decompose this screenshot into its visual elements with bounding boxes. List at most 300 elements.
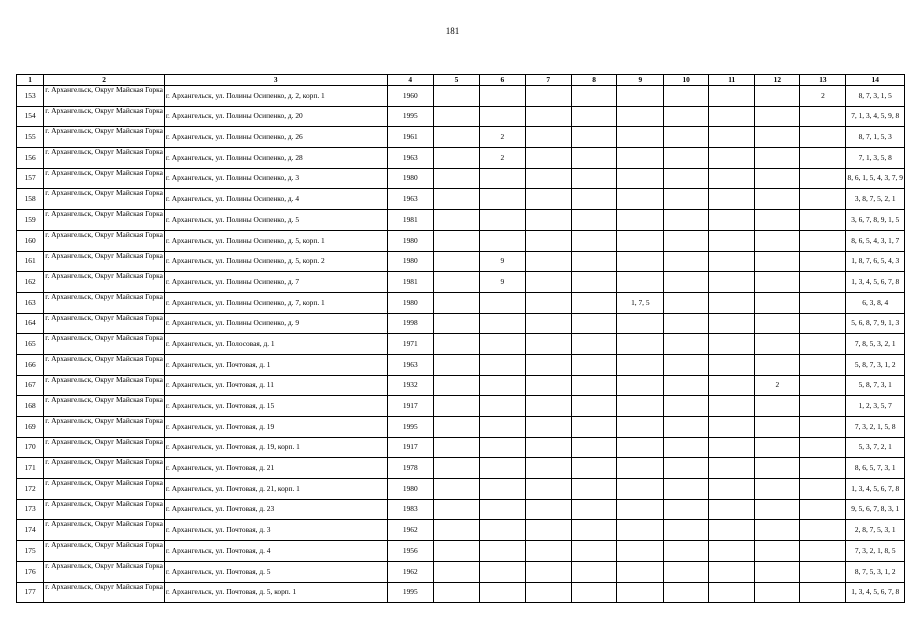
column-header: 11 xyxy=(709,75,755,86)
year-cell: 1980 xyxy=(387,251,433,272)
value-cell-13 xyxy=(800,106,846,127)
table-row xyxy=(17,396,905,417)
address-cell: г. Архангельск, ул. Полины Осипенко, д. 5, корп. 1 xyxy=(164,230,387,251)
district-cell: г. Архангельск, Округ Майская Горка xyxy=(44,541,165,562)
value-cell-14: 1, 2, 3, 5, 7 xyxy=(846,396,905,417)
value-cell-8 xyxy=(571,272,617,293)
table-row xyxy=(17,230,905,251)
district-cell: г. Архангельск, Округ Майская Горка xyxy=(44,582,165,603)
value-cell-12 xyxy=(755,313,800,334)
value-cell-11 xyxy=(709,189,755,210)
address-cell: г. Архангельск, ул. Полины Осипенко, д. 7, корп. 1 xyxy=(164,292,387,313)
value-cell-9 xyxy=(617,148,664,169)
value-cell-11 xyxy=(709,458,755,479)
value-cell-14: 1, 3, 4, 5, 6, 7, 8 xyxy=(846,582,905,603)
value-cell-8 xyxy=(571,210,617,231)
district-cell: г. Архангельск, Округ Майская Горка xyxy=(44,375,165,396)
row-number-cell: 164 xyxy=(17,313,44,334)
value-cell-5 xyxy=(433,582,479,603)
value-cell-14: 2, 8, 7, 5, 3, 1 xyxy=(846,520,905,541)
value-cell-13 xyxy=(800,375,846,396)
column-header: 13 xyxy=(800,75,846,86)
row-number-cell: 171 xyxy=(17,458,44,479)
value-cell-5 xyxy=(433,479,479,500)
value-cell-5 xyxy=(433,458,479,479)
value-cell-11 xyxy=(709,292,755,313)
value-cell-7 xyxy=(525,479,571,500)
district-cell: г. Архангельск, Округ Майская Горка xyxy=(44,168,165,189)
value-cell-5 xyxy=(433,499,479,520)
value-cell-12 xyxy=(755,148,800,169)
address-cell: г. Архангельск, ул. Почтовая, д. 21 xyxy=(164,458,387,479)
value-cell-7 xyxy=(525,375,571,396)
address-cell: г. Архангельск, ул. Почтовая, д. 23 xyxy=(164,499,387,520)
value-cell-14: 8, 6, 1, 5, 4, 3, 7, 9 xyxy=(846,168,905,189)
district-cell: г. Архангельск, Округ Майская Горка xyxy=(44,210,165,231)
value-cell-14: 8, 7, 5, 3, 1, 2 xyxy=(846,561,905,582)
district-cell: г. Архангельск, Округ Майская Горка xyxy=(44,106,165,127)
year-cell: 1960 xyxy=(387,86,433,107)
value-cell-13 xyxy=(800,334,846,355)
column-header: 14 xyxy=(846,75,905,86)
value-cell-11 xyxy=(709,499,755,520)
value-cell-11 xyxy=(709,479,755,500)
value-cell-7 xyxy=(525,520,571,541)
value-cell-5 xyxy=(433,561,479,582)
column-header: 7 xyxy=(525,75,571,86)
value-cell-9 xyxy=(617,375,664,396)
address-cell: г. Архангельск, ул. Почтовая, д. 3 xyxy=(164,520,387,541)
value-cell-7 xyxy=(525,251,571,272)
district-cell: г. Архангельск, Округ Майская Горка xyxy=(44,127,165,148)
value-cell-7 xyxy=(525,458,571,479)
value-cell-12 xyxy=(755,417,800,438)
value-cell-10 xyxy=(664,106,709,127)
year-cell: 1932 xyxy=(387,375,433,396)
value-cell-8 xyxy=(571,313,617,334)
table-row xyxy=(17,272,905,293)
value-cell-14: 1, 3, 4, 5, 6, 7, 8 xyxy=(846,272,905,293)
row-number-cell: 161 xyxy=(17,251,44,272)
value-cell-5 xyxy=(433,272,479,293)
value-cell-6: 9 xyxy=(479,272,525,293)
header-row xyxy=(17,75,905,86)
district-cell: г. Архангельск, Округ Майская Горка xyxy=(44,458,165,479)
value-cell-9 xyxy=(617,272,664,293)
value-cell-8 xyxy=(571,520,617,541)
year-cell: 1980 xyxy=(387,168,433,189)
table-row xyxy=(17,437,905,458)
value-cell-5 xyxy=(433,520,479,541)
value-cell-10 xyxy=(664,210,709,231)
value-cell-9 xyxy=(617,582,664,603)
value-cell-11 xyxy=(709,520,755,541)
value-cell-14: 7, 8, 5, 3, 2, 1 xyxy=(846,334,905,355)
row-number-cell: 153 xyxy=(17,86,44,107)
year-cell: 1963 xyxy=(387,354,433,375)
row-number-cell: 167 xyxy=(17,375,44,396)
value-cell-8 xyxy=(571,499,617,520)
value-cell-13 xyxy=(800,582,846,603)
value-cell-10 xyxy=(664,230,709,251)
value-cell-11 xyxy=(709,127,755,148)
value-cell-13 xyxy=(800,520,846,541)
value-cell-14: 3, 8, 7, 5, 2, 1 xyxy=(846,189,905,210)
value-cell-9 xyxy=(617,520,664,541)
value-cell-6 xyxy=(479,561,525,582)
value-cell-9 xyxy=(617,86,664,107)
value-cell-6 xyxy=(479,417,525,438)
year-cell: 1978 xyxy=(387,458,433,479)
value-cell-10 xyxy=(664,168,709,189)
value-cell-11 xyxy=(709,334,755,355)
table-row xyxy=(17,313,905,334)
table-row xyxy=(17,561,905,582)
row-number-cell: 162 xyxy=(17,272,44,293)
value-cell-6 xyxy=(479,189,525,210)
district-cell: г. Архангельск, Округ Майская Горка xyxy=(44,251,165,272)
table-row xyxy=(17,106,905,127)
value-cell-6: 2 xyxy=(479,148,525,169)
value-cell-12 xyxy=(755,230,800,251)
address-cell: г. Архангельск, ул. Почтовая, д. 5, корп. 1 xyxy=(164,582,387,603)
value-cell-12 xyxy=(755,168,800,189)
year-cell: 1983 xyxy=(387,499,433,520)
value-cell-10 xyxy=(664,272,709,293)
value-cell-6 xyxy=(479,520,525,541)
value-cell-8 xyxy=(571,127,617,148)
value-cell-7 xyxy=(525,210,571,231)
value-cell-14: 1, 3, 4, 5, 6, 7, 8 xyxy=(846,479,905,500)
value-cell-6 xyxy=(479,437,525,458)
table-row xyxy=(17,417,905,438)
year-cell: 1981 xyxy=(387,272,433,293)
value-cell-12 xyxy=(755,354,800,375)
value-cell-6 xyxy=(479,230,525,251)
value-cell-10 xyxy=(664,458,709,479)
value-cell-6 xyxy=(479,313,525,334)
row-number-cell: 173 xyxy=(17,499,44,520)
value-cell-10 xyxy=(664,520,709,541)
year-cell: 1962 xyxy=(387,561,433,582)
value-cell-8 xyxy=(571,458,617,479)
value-cell-14: 7, 1, 3, 5, 8 xyxy=(846,148,905,169)
value-cell-6 xyxy=(479,541,525,562)
value-cell-12 xyxy=(755,561,800,582)
row-number-cell: 163 xyxy=(17,292,44,313)
year-cell: 1981 xyxy=(387,210,433,231)
row-number-cell: 155 xyxy=(17,127,44,148)
value-cell-13 xyxy=(800,292,846,313)
table-row xyxy=(17,479,905,500)
value-cell-11 xyxy=(709,106,755,127)
value-cell-6 xyxy=(479,458,525,479)
value-cell-8 xyxy=(571,334,617,355)
row-number-cell: 175 xyxy=(17,541,44,562)
data-table xyxy=(16,74,905,603)
address-cell: г. Архангельск, ул. Полины Осипенко, д. 5, корп. 2 xyxy=(164,251,387,272)
value-cell-7 xyxy=(525,127,571,148)
value-cell-11 xyxy=(709,210,755,231)
row-number-cell: 156 xyxy=(17,148,44,169)
value-cell-5 xyxy=(433,251,479,272)
value-cell-8 xyxy=(571,251,617,272)
value-cell-9 xyxy=(617,106,664,127)
value-cell-14: 5, 6, 8, 7, 9, 1, 3 xyxy=(846,313,905,334)
value-cell-9 xyxy=(617,417,664,438)
value-cell-6 xyxy=(479,354,525,375)
value-cell-5 xyxy=(433,396,479,417)
value-cell-13 xyxy=(800,479,846,500)
row-number-cell: 165 xyxy=(17,334,44,355)
district-cell: г. Архангельск, Округ Майская Горка xyxy=(44,189,165,210)
value-cell-8 xyxy=(571,396,617,417)
value-cell-5 xyxy=(433,437,479,458)
table-row xyxy=(17,168,905,189)
column-header: 2 xyxy=(44,75,165,86)
district-cell: г. Архангельск, Округ Майская Горка xyxy=(44,86,165,107)
row-number-cell: 174 xyxy=(17,520,44,541)
value-cell-8 xyxy=(571,561,617,582)
value-cell-9 xyxy=(617,458,664,479)
value-cell-6 xyxy=(479,396,525,417)
table-row xyxy=(17,148,905,169)
year-cell: 1961 xyxy=(387,127,433,148)
address-cell: г. Архангельск, ул. Полины Осипенко, д. 7 xyxy=(164,272,387,293)
table-row xyxy=(17,520,905,541)
year-cell: 1995 xyxy=(387,106,433,127)
value-cell-5 xyxy=(433,86,479,107)
value-cell-11 xyxy=(709,230,755,251)
value-cell-11 xyxy=(709,354,755,375)
year-cell: 1980 xyxy=(387,479,433,500)
value-cell-7 xyxy=(525,437,571,458)
table-row xyxy=(17,127,905,148)
value-cell-9 xyxy=(617,313,664,334)
row-number-cell: 169 xyxy=(17,417,44,438)
year-cell: 1962 xyxy=(387,520,433,541)
value-cell-8 xyxy=(571,582,617,603)
value-cell-9 xyxy=(617,479,664,500)
value-cell-11 xyxy=(709,437,755,458)
value-cell-5 xyxy=(433,148,479,169)
value-cell-7 xyxy=(525,499,571,520)
value-cell-11 xyxy=(709,396,755,417)
value-cell-6 xyxy=(479,479,525,500)
value-cell-5 xyxy=(433,541,479,562)
value-cell-10 xyxy=(664,313,709,334)
row-number-cell: 166 xyxy=(17,354,44,375)
value-cell-10 xyxy=(664,479,709,500)
value-cell-14: 1, 8, 7, 6, 5, 4, 3 xyxy=(846,251,905,272)
value-cell-7 xyxy=(525,292,571,313)
value-cell-8 xyxy=(571,479,617,500)
value-cell-12 xyxy=(755,127,800,148)
year-cell: 1998 xyxy=(387,313,433,334)
value-cell-13 xyxy=(800,417,846,438)
value-cell-8 xyxy=(571,375,617,396)
value-cell-10 xyxy=(664,86,709,107)
value-cell-8 xyxy=(571,541,617,562)
value-cell-7 xyxy=(525,86,571,107)
district-cell: г. Архангельск, Округ Майская Горка xyxy=(44,499,165,520)
value-cell-9 xyxy=(617,189,664,210)
value-cell-8 xyxy=(571,417,617,438)
row-number-cell: 157 xyxy=(17,168,44,189)
year-cell: 1963 xyxy=(387,189,433,210)
value-cell-13 xyxy=(800,210,846,231)
value-cell-13 xyxy=(800,127,846,148)
value-cell-10 xyxy=(664,354,709,375)
value-cell-12 xyxy=(755,272,800,293)
value-cell-7 xyxy=(525,148,571,169)
value-cell-10 xyxy=(664,189,709,210)
value-cell-14: 8, 7, 1, 5, 3 xyxy=(846,127,905,148)
value-cell-12 xyxy=(755,458,800,479)
value-cell-11 xyxy=(709,168,755,189)
value-cell-14: 6, 3, 8, 4 xyxy=(846,292,905,313)
year-cell: 1980 xyxy=(387,230,433,251)
value-cell-7 xyxy=(525,189,571,210)
value-cell-14: 8, 6, 5, 7, 3, 1 xyxy=(846,458,905,479)
district-cell: г. Архангельск, Округ Майская Горка xyxy=(44,520,165,541)
table-row xyxy=(17,582,905,603)
row-number-cell: 170 xyxy=(17,437,44,458)
value-cell-8 xyxy=(571,86,617,107)
district-cell: г. Архангельск, Округ Майская Горка xyxy=(44,437,165,458)
table-row xyxy=(17,499,905,520)
value-cell-9 xyxy=(617,541,664,562)
year-cell: 1963 xyxy=(387,148,433,169)
value-cell-5 xyxy=(433,189,479,210)
value-cell-13 xyxy=(800,561,846,582)
value-cell-12 xyxy=(755,334,800,355)
value-cell-9 xyxy=(617,499,664,520)
value-cell-11 xyxy=(709,251,755,272)
value-cell-9 xyxy=(617,210,664,231)
value-cell-12: 2 xyxy=(755,375,800,396)
column-header: 3 xyxy=(164,75,387,86)
value-cell-13: 2 xyxy=(800,86,846,107)
value-cell-11 xyxy=(709,541,755,562)
value-cell-14: 8, 7, 3, 1, 5 xyxy=(846,86,905,107)
district-cell: г. Архангельск, Округ Майская Горка xyxy=(44,561,165,582)
table-row xyxy=(17,210,905,231)
value-cell-5 xyxy=(433,375,479,396)
value-cell-13 xyxy=(800,437,846,458)
value-cell-10 xyxy=(664,582,709,603)
value-cell-12 xyxy=(755,292,800,313)
year-cell: 1995 xyxy=(387,582,433,603)
value-cell-8 xyxy=(571,168,617,189)
address-cell: г. Архангельск, ул. Почтовая, д. 1 xyxy=(164,354,387,375)
value-cell-5 xyxy=(433,230,479,251)
value-cell-6 xyxy=(479,210,525,231)
value-cell-6 xyxy=(479,86,525,107)
value-cell-8 xyxy=(571,437,617,458)
value-cell-10 xyxy=(664,334,709,355)
value-cell-5 xyxy=(433,168,479,189)
value-cell-10 xyxy=(664,292,709,313)
district-cell: г. Архангельск, Округ Майская Горка xyxy=(44,313,165,334)
year-cell: 1956 xyxy=(387,541,433,562)
district-cell: г. Архангельск, Округ Майская Горка xyxy=(44,417,165,438)
value-cell-6 xyxy=(479,499,525,520)
value-cell-11 xyxy=(709,86,755,107)
address-cell: г. Архангельск, ул. Почтовая, д. 11 xyxy=(164,375,387,396)
district-cell: г. Архангельск, Округ Майская Горка xyxy=(44,272,165,293)
value-cell-7 xyxy=(525,541,571,562)
row-number-cell: 159 xyxy=(17,210,44,231)
value-cell-12 xyxy=(755,210,800,231)
table-row xyxy=(17,354,905,375)
value-cell-11 xyxy=(709,417,755,438)
value-cell-6: 9 xyxy=(479,251,525,272)
column-header: 6 xyxy=(479,75,525,86)
value-cell-13 xyxy=(800,148,846,169)
value-cell-6 xyxy=(479,582,525,603)
value-cell-7 xyxy=(525,417,571,438)
value-cell-10 xyxy=(664,541,709,562)
year-cell: 1917 xyxy=(387,437,433,458)
value-cell-14: 5, 8, 7, 3, 1 xyxy=(846,375,905,396)
value-cell-8 xyxy=(571,230,617,251)
value-cell-13 xyxy=(800,354,846,375)
value-cell-12 xyxy=(755,396,800,417)
value-cell-7 xyxy=(525,106,571,127)
table-row xyxy=(17,375,905,396)
value-cell-11 xyxy=(709,561,755,582)
value-cell-9 xyxy=(617,561,664,582)
value-cell-14: 7, 3, 2, 1, 8, 5 xyxy=(846,541,905,562)
district-cell: г. Архангельск, Округ Майская Горка xyxy=(44,396,165,417)
value-cell-10 xyxy=(664,417,709,438)
value-cell-5 xyxy=(433,334,479,355)
value-cell-5 xyxy=(433,354,479,375)
row-number-cell: 158 xyxy=(17,189,44,210)
value-cell-9 xyxy=(617,127,664,148)
value-cell-12 xyxy=(755,106,800,127)
column-header: 4 xyxy=(387,75,433,86)
value-cell-13 xyxy=(800,189,846,210)
value-cell-9 xyxy=(617,230,664,251)
value-cell-10 xyxy=(664,148,709,169)
address-cell: г. Архангельск, ул. Полины Осипенко, д. 3 xyxy=(164,168,387,189)
district-cell: г. Архангельск, Округ Майская Горка xyxy=(44,334,165,355)
value-cell-6 xyxy=(479,334,525,355)
table-row xyxy=(17,86,905,107)
column-header: 8 xyxy=(571,75,617,86)
column-header: 9 xyxy=(617,75,664,86)
value-cell-6: 2 xyxy=(479,127,525,148)
table-row xyxy=(17,251,905,272)
table-row xyxy=(17,334,905,355)
value-cell-12 xyxy=(755,541,800,562)
value-cell-9 xyxy=(617,251,664,272)
table-row xyxy=(17,189,905,210)
value-cell-5 xyxy=(433,313,479,334)
value-cell-7 xyxy=(525,561,571,582)
value-cell-14: 7, 1, 3, 4, 5, 9, 8 xyxy=(846,106,905,127)
value-cell-13 xyxy=(800,168,846,189)
address-cell: г. Архангельск, ул. Почтовая, д. 15 xyxy=(164,396,387,417)
value-cell-6 xyxy=(479,168,525,189)
value-cell-7 xyxy=(525,230,571,251)
value-cell-6 xyxy=(479,292,525,313)
table-row xyxy=(17,458,905,479)
district-cell: г. Архангельск, Округ Майская Горка xyxy=(44,148,165,169)
value-cell-13 xyxy=(800,251,846,272)
